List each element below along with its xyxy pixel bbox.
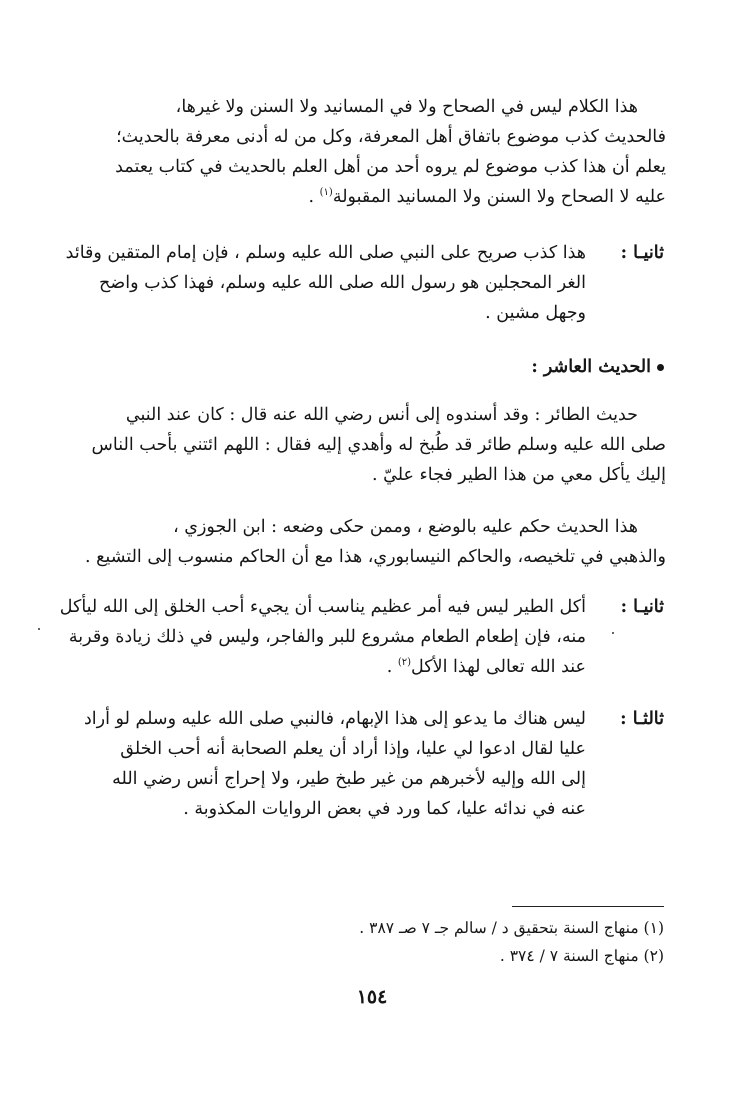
text-line: فالحديث كذب موضوع باتفاق أهل المعرفة، وكل من له أدنى معرفة بالحديث؛: [116, 127, 666, 147]
text-line: صلى الله عليه وسلم طائر قد طُبخ له وأهدي إليه فقال : اللهم ائتني بأحب الناس: [91, 435, 666, 455]
footnote-2: (٢) منهاج السنة ٧ / ٣٧٤ .: [499, 947, 664, 965]
text-line: هذا الحديث حكم عليه بالوضع ، وممن حكى وضعه : ابن الجوزي ،: [173, 517, 638, 537]
bullet-icon: [657, 364, 664, 371]
point-label: ثانيـا :: [620, 243, 664, 263]
footnote-ref-1: (١): [319, 187, 333, 199]
section-heading: [531, 352, 664, 382]
line-end: .: [386, 657, 398, 677]
point-body: [59, 592, 664, 682]
paragraph-6: [78, 704, 664, 824]
paragraph-3: [78, 400, 666, 490]
footnote-1: (١) منهاج السنة بتحقيق د / سالم جـ ٧ صـ ٣٨٧ .: [359, 919, 664, 937]
text-line: إليك يأكل معي من هذا الطير فجاء عليّ .: [372, 465, 666, 485]
text-line: يعلم أن هذا كذب موضوع لم يروه أحد من أهل العلم بالحديث في كتاب يعتمد: [115, 157, 666, 177]
point-label: ثانيـا :: [620, 597, 664, 617]
text-line: عنه في ندائه عليا، كما ورد في بعض الروايات المكذوبة .: [183, 799, 586, 819]
footnote-separator: [512, 906, 664, 907]
text-segment: عند الله تعالى لهذا الأكل: [411, 657, 586, 677]
scan-speck: [612, 632, 614, 634]
paragraph-4: [78, 512, 666, 572]
paragraph-1: [78, 92, 666, 212]
line-end: .: [308, 187, 320, 207]
footnote-ref-2: (٢): [397, 657, 412, 669]
text-line: هذا الكلام ليس في الصحاح ولا في المسانيد ولا السنن ولا غيرها،: [175, 97, 638, 117]
text-segment: عليه لا الصحاح ولا السنن ولا المسانيد المقبولة: [332, 187, 666, 207]
heading-text: الحديث العاشر :: [531, 357, 651, 377]
text-line: الغر المحجلين هو رسول الله صلى الله عليه وسلم، فهذا كذب واضح: [99, 273, 586, 293]
text-line: وجهل مشين .: [485, 303, 586, 323]
text-line: ليس هناك ما يدعو إلى هذا الإبهام، فالنبي صلى الله عليه وسلم لو أراد: [84, 709, 586, 729]
paragraph-5: [59, 592, 664, 682]
scan-speck: [38, 628, 40, 630]
text-line: إلى الله وإليه لأخبرهم من غير طبخ طير، ولا إحراج أنس رضي الله: [112, 769, 586, 789]
text-line: [78, 652, 586, 682]
point-body: [65, 238, 664, 328]
text-line: أكل الطير ليس فيه أمر عظيم يناسب أن يجيء أحب الخلق إلى الله ليأكل: [59, 597, 586, 617]
point-body: [78, 704, 664, 824]
point-label: ثالثـا :: [620, 709, 664, 729]
page-number: ١٥٤: [356, 986, 388, 1008]
footnotes: [78, 914, 664, 970]
text-line: [78, 182, 666, 212]
paragraph-2: [65, 238, 664, 328]
text-line: والذهبي في تلخيصه، والحاكم النيسابوري، هذا مع أن الحاكم منسوب إلى التشيع .: [84, 547, 666, 567]
text-line: حديث الطائر : وقد أسندوه إلى أنس رضي الله عنه قال : كان عند النبي: [125, 405, 638, 425]
text-line: منه، فإن إطعام الطعام مشروع للبر والفاجر، وليس في ذلك زيادة وقربة: [68, 627, 586, 647]
text-line: هذا كذب صريح على النبي صلى الله عليه وسلم ، فإن إمام المتقين وقائد: [65, 243, 586, 263]
text-line: عليا لقال ادعوا لي عليا، وإذا أراد أن يعلم الصحابة أنه أحب الخلق: [120, 739, 586, 759]
